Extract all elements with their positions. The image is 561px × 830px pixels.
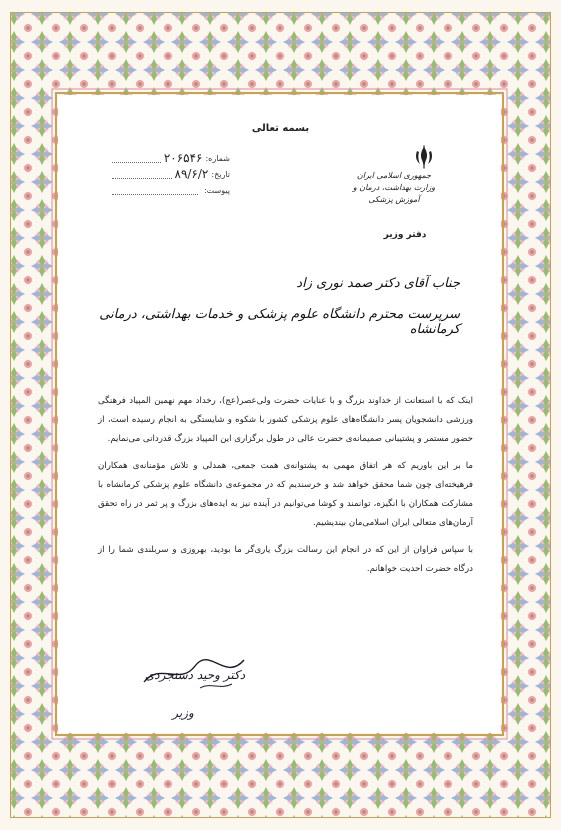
date-line xyxy=(112,169,172,179)
number-label: شماره: xyxy=(205,153,230,163)
reference-fields xyxy=(112,150,230,198)
iran-emblem-icon xyxy=(413,145,435,169)
number-line xyxy=(112,153,161,163)
letter-body xyxy=(98,392,473,579)
body-paragraph-1: اینک که با استعانت از خداوند بزرگ و با عنایات حضرت ولی‌عصر(عج)، رخداد مهم نهمین المپیاد فرهنگی ورزشی دانشجویان پسر دانشگاه‌های علوم پزشکی کشور با شکوه و شایستگی به انجام رسیده است، از حضور مستمر و پشتیبانی صمیمانه‌ی حضرت عالی در طول برگزاری این المپیاد بزرگ قدردانی می‌نمایم. xyxy=(98,396,473,444)
date-label: تاریخ: xyxy=(211,169,230,179)
attachment-label: پیوست: xyxy=(203,185,230,195)
signature-name: دکتر وحید دستجردی xyxy=(144,668,246,682)
signature-title: وزیر xyxy=(172,706,194,720)
ministry-line-1: جمهوری اسلامی ایران xyxy=(356,171,432,180)
ministry-letterhead xyxy=(344,170,444,206)
ministry-line-2: وزارت بهداشت، درمان و آموزش پزشکی xyxy=(352,183,436,204)
salutation-position: سرپرست محترم دانشگاه علوم پزشکی و خدمات بهداشتی، درمانی کرمانشاه xyxy=(99,307,460,337)
attachment-field xyxy=(112,182,230,198)
salutation-recipient: جناب آقای دکتر صمد نوری زاد xyxy=(296,276,460,291)
number-field xyxy=(112,150,230,166)
attachment-line xyxy=(112,185,198,195)
body-paragraph-3: با سپاس فراوان از این که در انجام این رسالت بزرگ یاری‌گر ما بودید، بهروزی و سربلندی شما را از درگاه حضرت احدیت خواهانم. xyxy=(98,545,473,574)
body-paragraph-2: ما بر این باوریم که هر اتفاق مهمی به پشتوانه‌ی همت جمعی، همدلی و تلاش مؤمنانه‌ی همکاران فرهیخته‌ای چون شما محقق خواهد شد و خرسندیم که در مجموعه‌ی دانشگاه علوم پزشکی کرمانشاه با مشارکت همکاران با انگیزه، توانمند و کوشا می‌توانیم در آینده نیز به ایده‌های بزرگ و پر ثمر در راه تحقق آرمان‌های متعالی ایران اسلامی‌مان بیندیشیم. xyxy=(98,461,473,528)
number-value: ۲۰۶۵۴۶ xyxy=(163,151,203,165)
bismillah-heading: بسمه تعالی xyxy=(251,123,310,134)
date-value: ۸۹/۶/۲ xyxy=(174,167,209,181)
office-label: دفتر وزیر xyxy=(383,230,427,240)
salutation xyxy=(60,276,460,337)
date-field xyxy=(112,166,230,182)
